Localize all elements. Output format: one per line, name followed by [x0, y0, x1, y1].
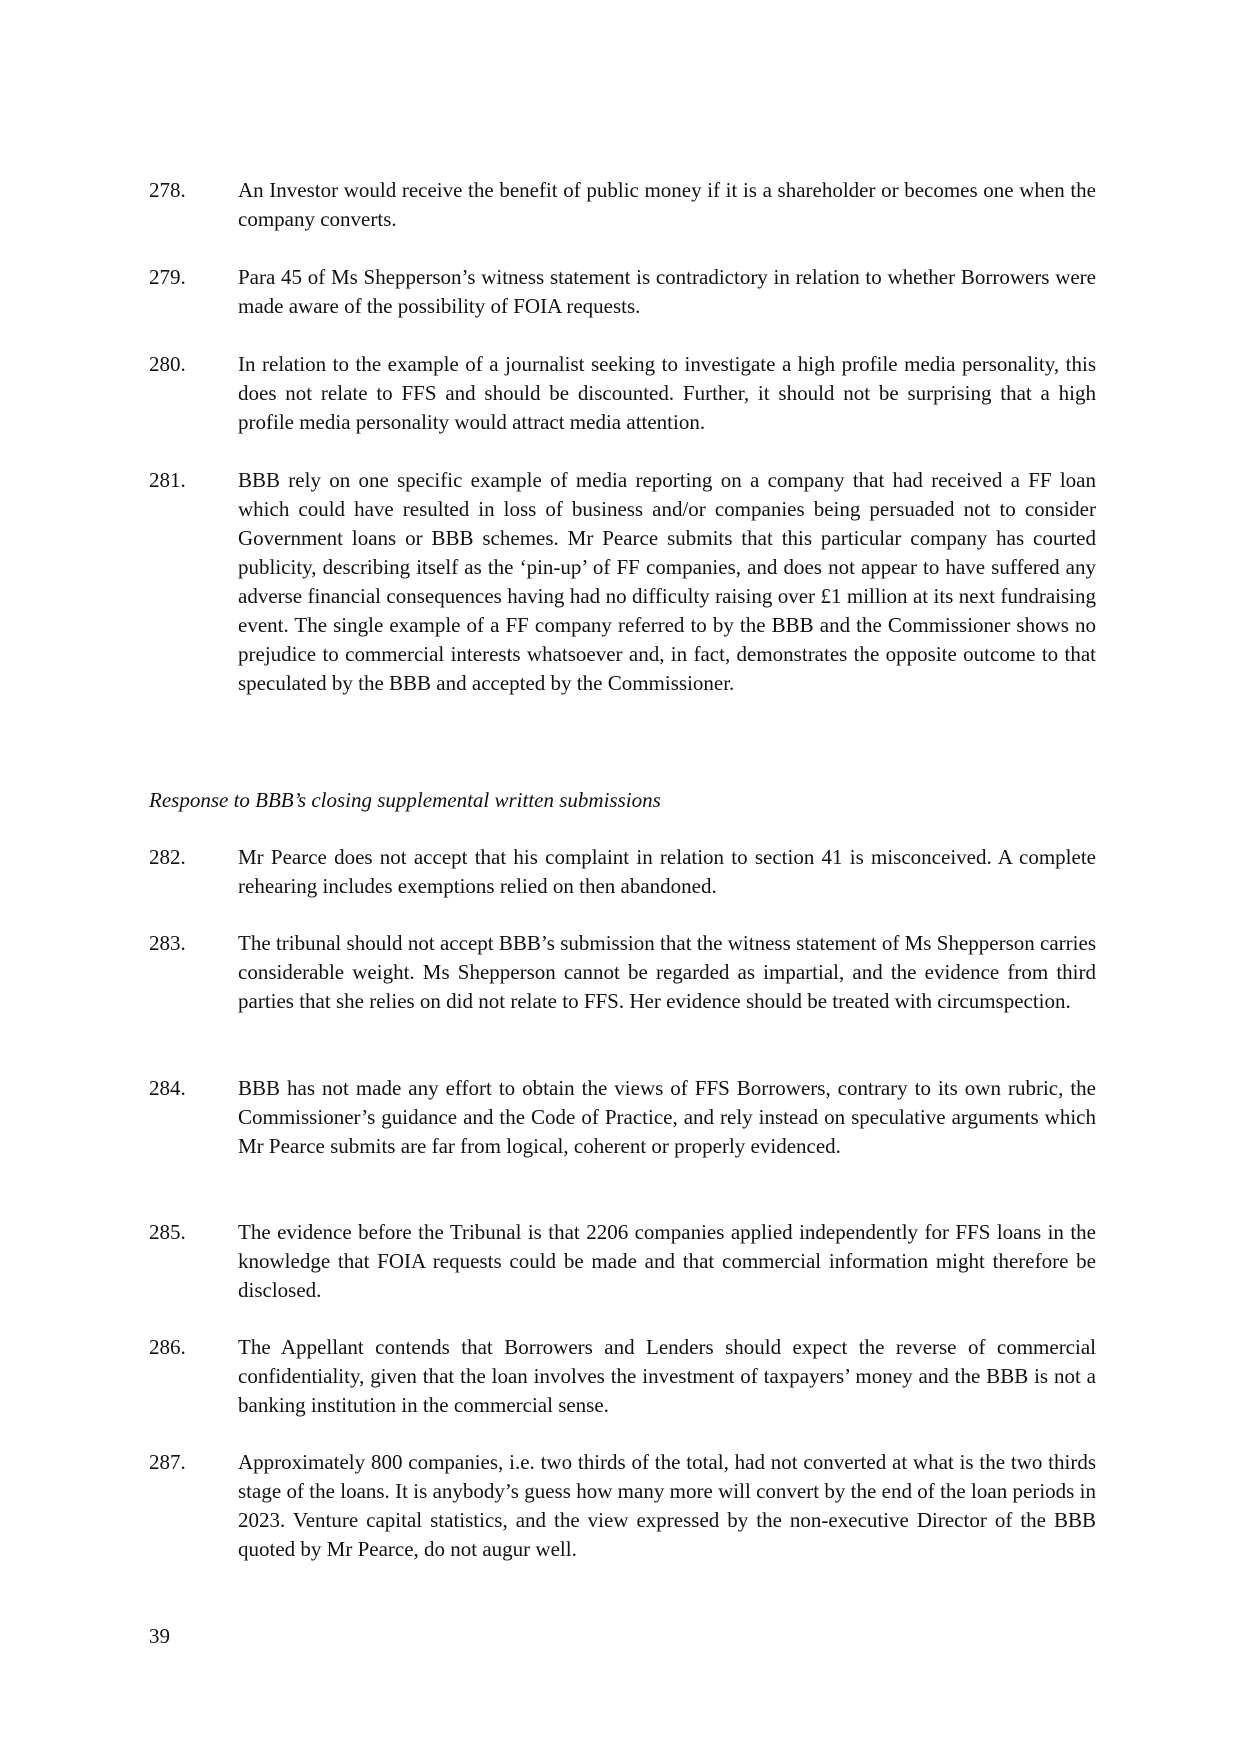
- paragraph-number: 285.: [149, 1220, 186, 1244]
- paragraph-text: An Investor would receive the benefit of public money if it is a shareholder or becomes one when the company converts.: [238, 178, 1096, 231]
- paragraph-287: [149, 1448, 1097, 1564]
- paragraph-text: BBB rely on one specific example of media reporting on a company that had received a FF loan which could have resulted in loss of business and/or companies being persuaded not to consider Government loans or BBB schemes. Mr Pearce submits that this particular company has courted publicity, describing itself as the ‘pin-up’ of FF companies, and does not appear to have suffered any adverse financial consequences having had no difficulty raising over £1 million at its next fundraising event. The single example of a FF company referred to by the BBB and the Commissioner shows no prejudice to commercial interests whatsoever and, in fact, demonstrates the opposite outcome to that speculated by the BBB and accepted by the Commissioner.: [238, 468, 1096, 695]
- paragraph-text: The tribunal should not accept BBB’s submission that the witness statement of Ms Shepperson carries considerable weight. Ms Shepperson cannot be regarded as impartial, and the evidence from third parties that she relies on did not relate to FFS. Her evidence should be treated with circumspection.: [238, 931, 1096, 1013]
- paragraph-text: BBB has not made any effort to obtain the views of FFS Borrowers, contrary to its own rubric, the Commissioner’s guidance and the Code of Practice, and rely instead on speculative arguments which Mr Pearce submits are far from logical, coherent or properly evidenced.: [238, 1076, 1096, 1158]
- paragraph-281: [149, 466, 1097, 698]
- paragraph-text: The evidence before the Tribunal is that 2206 companies applied independently for FFS loans in the knowledge that FOIA requests could be made and that commercial information might therefore be disclosed.: [238, 1220, 1096, 1302]
- paragraph-284: [149, 1074, 1097, 1161]
- paragraph-285: [149, 1218, 1097, 1305]
- paragraph-number: 281.: [149, 468, 186, 492]
- paragraph-278: [149, 176, 1097, 234]
- page-number: 39: [149, 1624, 170, 1648]
- paragraph-280: [149, 350, 1097, 437]
- paragraph-number: 283.: [149, 931, 186, 955]
- paragraph-number: 286.: [149, 1335, 186, 1359]
- section-heading: Response to BBB’s closing supplemental written submissions: [149, 788, 661, 812]
- paragraph-number: 282.: [149, 845, 186, 869]
- paragraph-number: 284.: [149, 1076, 186, 1100]
- paragraph-283: [149, 929, 1097, 1016]
- paragraph-282: [149, 843, 1097, 901]
- paragraph-text: Mr Pearce does not accept that his complaint in relation to section 41 is misconceived. A complete rehearing includes exemptions relied on then abandoned.: [238, 845, 1096, 898]
- paragraph-number: 280.: [149, 352, 186, 376]
- paragraph-text: In relation to the example of a journalist seeking to investigate a high profile media personality, this does not relate to FFS and should be discounted. Further, it should not be surprising that a high profile media personality would attract media attention.: [238, 352, 1096, 434]
- paragraph-number: 279.: [149, 265, 186, 289]
- paragraph-279: [149, 263, 1097, 321]
- paragraph-number: 287.: [149, 1450, 186, 1474]
- paragraph-286: [149, 1333, 1097, 1420]
- paragraph-number: 278.: [149, 178, 186, 202]
- paragraph-text: Approximately 800 companies, i.e. two thirds of the total, had not converted at what is the two thirds stage of the loans. It is anybody’s guess how many more will convert by the end of the loan periods in 2023. Venture capital statistics, and the view expressed by the non-executive Director of the BBB quoted by Mr Pearce, do not augur well.: [238, 1450, 1096, 1561]
- paragraph-text: The Appellant contends that Borrowers and Lenders should expect the reverse of commercial confidentiality, given that the loan involves the investment of taxpayers’ money and the BBB is not a banking institution in the commercial sense.: [238, 1335, 1096, 1417]
- paragraph-text: Para 45 of Ms Shepperson’s witness statement is contradictory in relation to whether Borrowers were made aware of the possibility of FOIA requests.: [238, 265, 1096, 318]
